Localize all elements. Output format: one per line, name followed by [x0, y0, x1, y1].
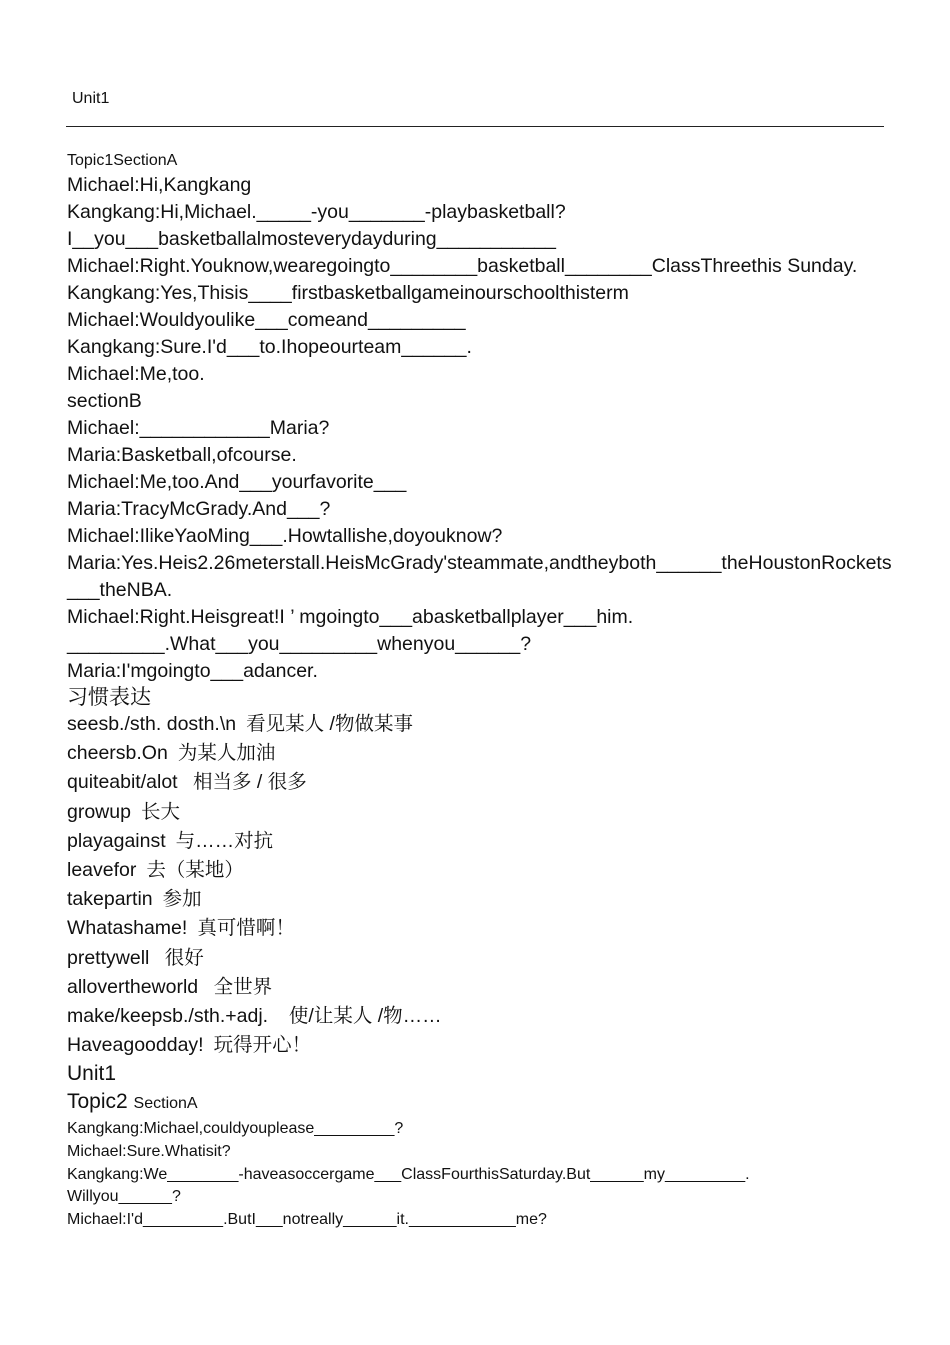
expression-item — [67, 944, 897, 973]
topic2-dialogue — [67, 1118, 897, 1231]
dialogue-line: Michael:Hi,Kangkang — [67, 174, 252, 196]
expression-item — [67, 885, 897, 914]
expression-en: Whatashame! — [67, 917, 188, 940]
header-divider — [66, 126, 884, 127]
dialogue-line: Maria:TracyMcGrady.And___? — [67, 498, 331, 520]
dialogue-line: Michael:IlikeYaoMing___.Howtallishe,doyouknow? — [67, 525, 503, 547]
expressions-list — [67, 710, 897, 1060]
expression-zh: 很好 — [159, 946, 204, 969]
dialogue-line: Kangkang:Sure.I'd___to.Ihopeourteam______. — [67, 336, 472, 358]
expression-zh: 长大 — [140, 800, 180, 823]
expression-zh: 使/让某人 /物…… — [278, 1005, 442, 1028]
dialogue-line: Maria:Yes.Heis2.26meterstall.HeisMcGrady'steammate,andtheyboth______theHoustonRockets___theNBA. — [67, 552, 892, 601]
expression-zh: 参加 — [162, 888, 202, 911]
dialogue-line: Michael:Sure.Whatisit? — [67, 1143, 231, 1161]
dialogue-line: Maria:I'mgoingto___adancer. — [67, 660, 318, 682]
dialogue-line: Kangkang:We________-haveasoccergame___ClassFourthisSaturday.But______my_________. — [67, 1165, 750, 1183]
expression-zh: 看见某人 /物做某事 — [246, 713, 413, 735]
expression-en: leavefor — [67, 859, 137, 882]
section-b-title: sectionB — [67, 390, 142, 412]
expression-en: playagainst — [67, 829, 166, 852]
dialogue-line: Michael:Wouldyoulike___comeand_________ — [67, 309, 466, 331]
expression-en: cheersb.On — [67, 742, 168, 765]
expression-item — [67, 973, 897, 1002]
document-body — [67, 150, 897, 1231]
expression-item — [67, 710, 897, 739]
expression-zh: 玩得开心！ — [213, 1034, 312, 1057]
topic2-topic-label: Topic2 — [67, 1090, 128, 1114]
dialogue-line: Willyou______? — [67, 1188, 181, 1206]
dialogue-line: Michael:Right.Heisgreat!I ’ mgoingto___abasketballplayer___him. — [67, 606, 634, 628]
expression-item — [67, 856, 897, 885]
dialogue-line: Kangkang:Yes,Thisis____firstbasketballgameinourschoolthisterm — [67, 282, 629, 304]
expression-en: takepartin — [67, 888, 153, 911]
expression-zh: 去（某地） — [146, 859, 244, 882]
expression-item — [67, 914, 897, 943]
expression-en: prettywell — [67, 946, 150, 969]
expressions-title: 习惯表达 — [67, 686, 151, 709]
expression-zh: 相当多 / 很多 — [187, 771, 307, 794]
dialogue-line: Michael:Right.Youknow,wearegoingto________basketball________ClassThreethis Sunday. — [67, 255, 858, 277]
dialogue-line: _________.What___you_________whenyou______? — [67, 633, 532, 655]
dialogue-line: I__you___basketballalmosteverydayduring___________ — [67, 228, 556, 250]
topic2-title — [67, 1088, 897, 1118]
expression-zh: 为某人加油 — [177, 742, 276, 765]
topic1-section-b-dialogue — [67, 415, 897, 685]
expression-en: allovertheworld — [67, 975, 199, 998]
expression-en: growup — [67, 800, 131, 823]
expression-item — [67, 1031, 897, 1060]
dialogue-line: Kangkang:Michael,couldyouplease_________? — [67, 1120, 404, 1138]
expression-en: seesb./sth. dosth.\n — [67, 713, 237, 735]
unit-heading: Unit1 — [67, 1062, 117, 1086]
expression-zh: 与……对抗 — [175, 829, 274, 852]
dialogue-line: Michael:Me,too. — [67, 363, 205, 385]
expression-zh: 真可惜啊！ — [197, 917, 295, 940]
topic1-section-a-dialogue — [67, 172, 897, 388]
expression-item — [67, 1002, 897, 1031]
expression-item — [67, 798, 897, 827]
expression-en: make/keepsb./sth.+adj. — [67, 1005, 269, 1028]
expression-en: Haveagoodday! — [67, 1034, 204, 1057]
expression-item — [67, 827, 897, 856]
dialogue-line: Michael:I'd_________.ButI___notreally______it.____________me? — [67, 1210, 547, 1228]
topic1-title: Topic1SectionA — [67, 152, 178, 169]
page-header: Unit1 — [72, 90, 110, 107]
expression-item — [67, 739, 897, 768]
dialogue-line: Michael:Me,too.And___yourfavorite___ — [67, 471, 407, 493]
expression-zh: 全世界 — [208, 975, 273, 998]
expression-en: quiteabit/alot — [67, 771, 178, 794]
topic2-section-label: SectionA — [133, 1095, 198, 1113]
dialogue-line: Maria:Basketball,ofcourse. — [67, 444, 297, 466]
dialogue-line: Kangkang:Hi,Michael._____-you_______-playbasketball? — [67, 201, 566, 223]
expression-item — [67, 768, 897, 797]
dialogue-line: Michael:____________Maria? — [67, 417, 330, 439]
